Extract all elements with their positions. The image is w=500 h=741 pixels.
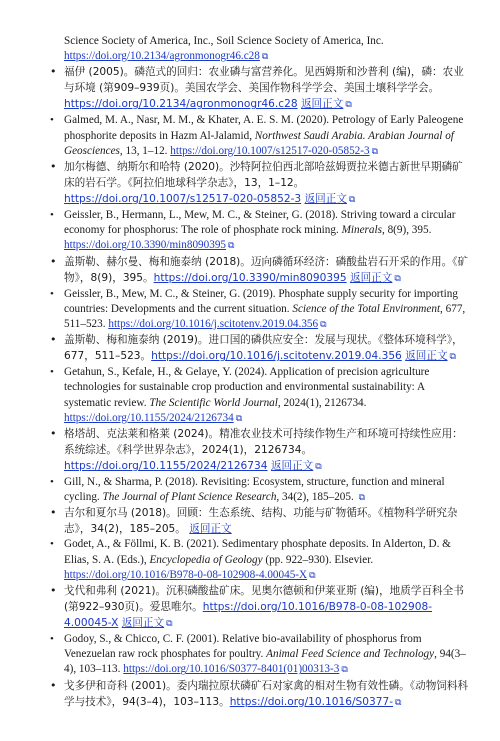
reference-text: Godoy, S., & Chicco, C. F. (2001). Relative bio-availability of phosphorus from Venezuelan raw rock phosphates for poultry. bbox=[64, 633, 422, 661]
journal-title: Northwest Saudi Arabia. Arabian Journal of Geosciences bbox=[64, 129, 454, 157]
doi-link[interactable]: https://doi.org/10.3390/min8090395 bbox=[64, 239, 227, 252]
journal-title: Science of the Total Environment bbox=[292, 302, 441, 315]
reference-details: (pp. 922–930). Elsevier. bbox=[262, 553, 374, 566]
doi-link[interactable]: https://doi.org/10.1016/S0377-8401(01)00313-3 bbox=[123, 663, 340, 676]
doi-link[interactable]: https://doi.org/10.1155/2024/2126734 bbox=[64, 460, 268, 473]
reference-details: , 34(2), 185–205. bbox=[276, 491, 357, 504]
external-link-icon[interactable]: ⧉ bbox=[235, 412, 243, 423]
back-to-text-link[interactable]: 返回正文 bbox=[121, 617, 165, 630]
back-to-text-link[interactable]: 返回正文 bbox=[270, 460, 314, 473]
reference-details: , 94(3–4), 103–113. bbox=[64, 648, 466, 676]
reference-text: 盖斯勒、赫尔曼、梅和施泰纳 (2018)。迈向磷循环经济：磷酸盐岩石开采的作用。《矿物》，8(9)，395。 bbox=[64, 255, 469, 284]
doi-link[interactable]: https://doi.org/10.1155/2024/2126734 bbox=[64, 411, 234, 424]
external-link-icon[interactable]: ⧉ bbox=[320, 319, 327, 330]
reference-item bbox=[50, 113, 472, 159]
reference-item-translation bbox=[50, 64, 472, 113]
reference-item bbox=[50, 632, 472, 678]
reference-item-translation bbox=[50, 678, 472, 711]
reference-item bbox=[50, 365, 472, 426]
reference-item-translation bbox=[50, 505, 472, 537]
reference-text: 戈代和弗利 (2021)。沉积磷酸盐矿床。见奥尔德顿和伊莱亚斯 (编)，地质学百科全书 (第922–930页)。爱思唯尔。 bbox=[64, 585, 464, 614]
reference-list bbox=[50, 64, 472, 710]
reference-item bbox=[50, 208, 472, 254]
reference-text: 吉尔和夏尔马 (2018)。回顾：生态系统、结构、功能与矿物循环。《植物科学研究杂志》，34(2)，185–205。 bbox=[64, 507, 458, 536]
journal-title: Encyclopedia of Geology bbox=[149, 553, 263, 566]
external-link-icon[interactable]: ⧉ bbox=[371, 145, 379, 156]
reference-text: Gill, N., & Sharma, P. (2018). Revisiting: Ecosystem, structure, function and mineral cycling. bbox=[64, 476, 445, 504]
doi-link[interactable]: https://doi.org/10.2134/agronmonogr46.c28 bbox=[64, 50, 260, 63]
reference-item-translation bbox=[50, 426, 472, 475]
reference-text: Geissler, B., Hermann, L., Mew, M. C., & Steiner, G. (2018). Striving toward a circular economy for phosphorus: The role of phosphate rock mining. bbox=[64, 209, 456, 237]
doi-link[interactable]: https://doi.org/10.1016/B978-0-08-102908-4.00045-X bbox=[64, 568, 308, 581]
back-to-text-link[interactable]: 返回正文 bbox=[405, 350, 448, 363]
back-to-text-link[interactable]: 返回正文 bbox=[304, 193, 347, 206]
external-link-icon[interactable]: ⧉ bbox=[449, 352, 456, 363]
external-link-icon[interactable]: ⧉ bbox=[309, 569, 316, 580]
reference-page bbox=[0, 34, 500, 741]
reference-text: Godet, A., & Föllmi, K. B. (2021). Sedimentary phosphate deposits. In Alderton, D. & Elias, S. A. (Eds.), bbox=[64, 538, 451, 566]
external-link-icon[interactable]: ⧉ bbox=[261, 51, 269, 62]
reference-details: , 677, 511–523. bbox=[64, 302, 466, 331]
back-to-text-link[interactable]: 返回正文 bbox=[300, 98, 344, 111]
reference-item-translation bbox=[50, 159, 472, 208]
external-link-icon[interactable]: ⧉ bbox=[228, 240, 235, 251]
reference-item bbox=[50, 537, 472, 583]
reference-details: , 13, 1–12. bbox=[119, 144, 171, 157]
journal-title: The Scientific World Journal bbox=[149, 396, 278, 409]
journal-title: Minerals bbox=[341, 224, 382, 237]
doi-link[interactable]: https://doi.org/10.1016/j.scitotenv.2019.04.356 bbox=[151, 350, 402, 363]
doi-link[interactable]: https://doi.org/10.2134/agronmonogr46.c28 bbox=[64, 98, 298, 111]
reference-details: , 8(9), 395. bbox=[381, 224, 432, 237]
reference-text: 福伊 (2005)。磷范式的回归：农业磷与富营养化。见西姆斯和沙普利 (编)，磷：农业与环境 (第909–939页)。美国农学会、美国作物科学学会、美国土壤科学学会。 bbox=[64, 66, 464, 95]
doi-link[interactable]: https://doi.org/10.1016/S0377- bbox=[229, 695, 394, 708]
doi-link[interactable]: https://doi.org/10.3390/min8090395 bbox=[153, 271, 347, 284]
doi-link[interactable]: https://doi.org/10.1016/j.scitotenv.2019.04.356 bbox=[108, 318, 319, 331]
reference-text: 加尔梅德、纳斯尔和哈特 (2020)。沙特阿拉伯西北部哈兹姆贾拉米德古新世早期磷矿床的岩石学。《阿拉伯地球科学杂志》，13，1–12。 bbox=[64, 161, 463, 190]
external-link-icon[interactable]: ⧉ bbox=[395, 697, 402, 708]
external-link-icon[interactable]: ⧉ bbox=[341, 664, 348, 675]
reference-item bbox=[50, 475, 472, 505]
reference-item-translation bbox=[50, 332, 472, 365]
external-link-icon[interactable]: ⧉ bbox=[315, 462, 322, 473]
back-to-text-link[interactable]: 返回正文 bbox=[349, 271, 393, 284]
reference-text: Galmed, M. A., Nasr, M. M., & Khater, A. E. S. M. (2020). Petrology of Early Paleogene phosphorite deposits in Hazm Al-Jalamid, bbox=[64, 114, 464, 142]
reference-item bbox=[50, 287, 472, 333]
external-link-icon[interactable]: ⧉ bbox=[345, 100, 352, 111]
doi-link[interactable]: https://doi.org/10.1016/B978-0-08-102908-4.00045-X bbox=[64, 601, 433, 630]
external-link-icon[interactable]: ⧉ bbox=[166, 619, 173, 630]
external-link-icon[interactable]: ⧉ bbox=[348, 195, 356, 206]
reference-text: Getahun, S., Kefale, H., & Gelaye, Y. (2024). Application of precision agriculture technologies for sustainable crop production and environmental sustainability: A systematic review. bbox=[64, 366, 430, 409]
doi-link[interactable]: https://doi.org/10.1007/s12517-020-05852-3 bbox=[64, 193, 302, 206]
reference-text: 格塔胡、克法莱和格莱 (2024)。精准农业技术可持续作物生产和环境可持续性应用：系统综述。《科学世界杂志》，2024(1)，2126734。 bbox=[64, 428, 463, 457]
reference-continuation bbox=[50, 34, 472, 64]
doi-link[interactable]: https://doi.org/10.1007/s12517-020-05852-3 bbox=[170, 144, 370, 157]
reference-text: 戈多伊和奇科 (2001)。委内瑞拉原状磷矿石对家禽的相对生物有效性磷。《动物饲料科学与技术》，94(3–4)，103–113。 bbox=[64, 679, 469, 708]
reference-details: , 2024(1), 2126734. bbox=[277, 396, 367, 409]
journal-title: The Journal of Plant Science Research bbox=[102, 491, 277, 504]
external-link-icon[interactable]: ⧉ bbox=[358, 492, 366, 503]
reference-text: Science Society of America, Inc., Soil Science Society of America, Inc. bbox=[64, 35, 384, 47]
reference-item-translation bbox=[50, 583, 472, 632]
reference-text: 盖斯勒、梅和施泰纳 (2019)。进口国的磷供应安全：发展与现状。《整体环境科学》，677，511–523。 bbox=[64, 334, 463, 363]
back-to-text-link[interactable]: 返回正文 bbox=[189, 523, 232, 536]
external-link-icon[interactable]: ⧉ bbox=[394, 273, 401, 284]
reference-text: Geissler, B., Mew, M. C., & Steiner, G. (2019). Phosphate supply security for importing countries: Developments and the current situation. bbox=[64, 287, 458, 315]
reference-item-translation bbox=[50, 254, 472, 287]
journal-title: Animal Feed Science and Technology bbox=[266, 648, 435, 661]
